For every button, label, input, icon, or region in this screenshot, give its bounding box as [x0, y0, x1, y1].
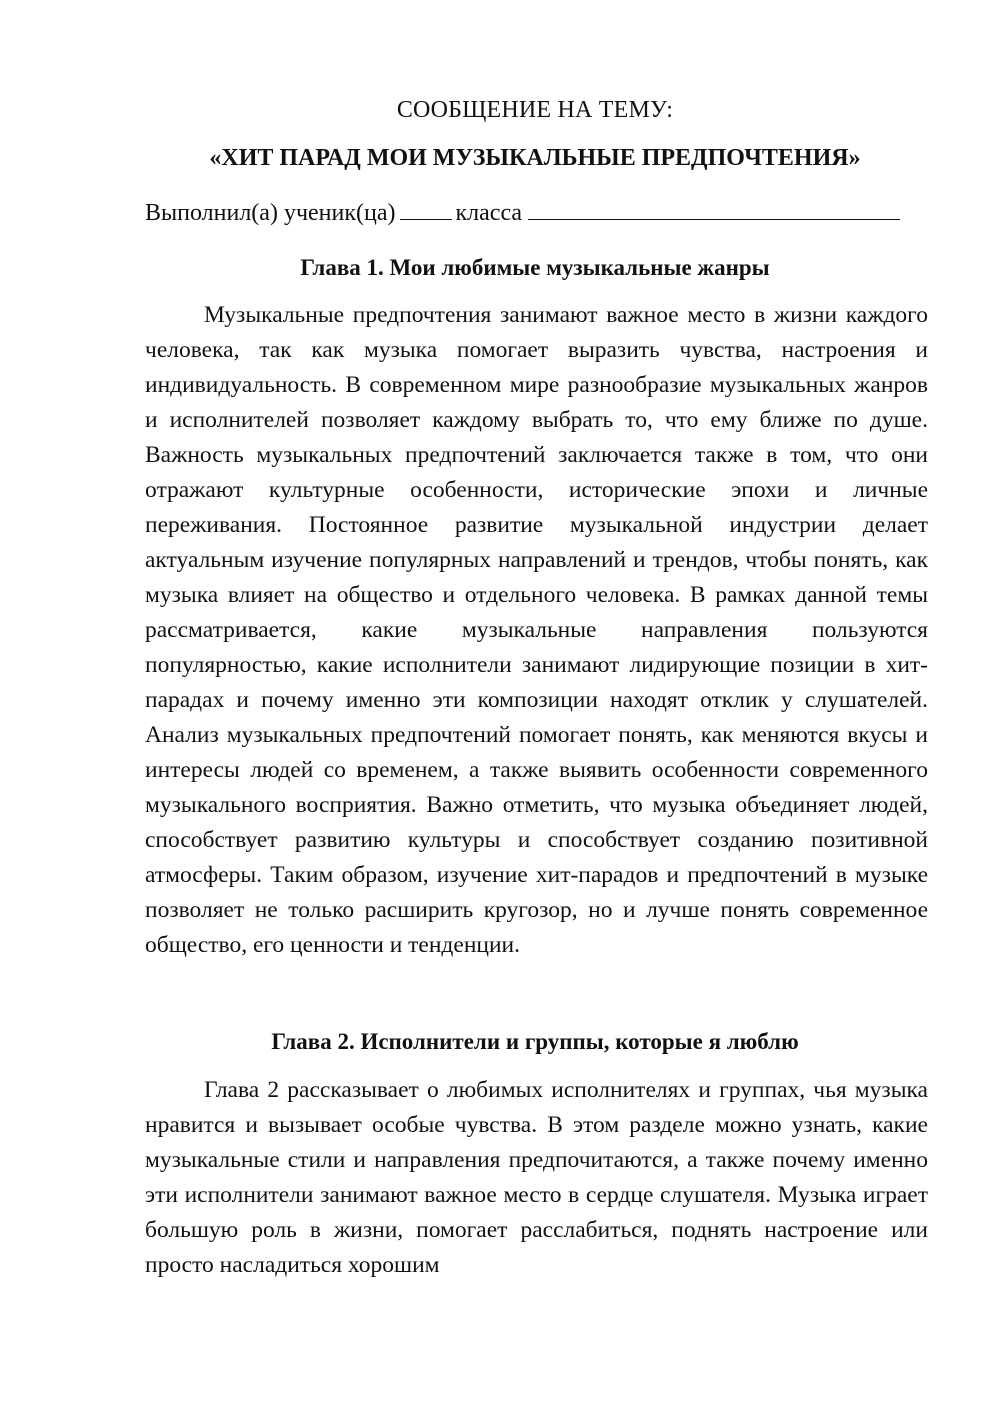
student-name-blank [528, 197, 900, 220]
chapter2-paragraph: Глава 2 рассказывает о любимых исполнителях и группах, чья музыка нравится и вызывает особые чувства. В этом разделе можно узнать, какие музыкальные стили и направления предпочитаются, а также почему именно эти исполнители занимают важное место в сердце слушателя. Музыка играет большую роль в жизни, помогает расслабиться, поднять настроение или просто насладиться хорошим [145, 1077, 928, 1278]
signature-middle: класса [455, 200, 523, 226]
document-title-line2: «ХИТ ПАРАД МОИ МУЗЫКАЛЬНЫЕ ПРЕДПОЧТЕНИЯ» [209, 145, 861, 171]
signature-prefix: Выполнил(а) ученик(ца) [145, 200, 396, 226]
chapter2-heading: Глава 2. Исполнители и группы, которые я люблю [271, 1029, 799, 1054]
chapter1-heading: Глава 1. Мои любимые музыкальные жанры [300, 255, 770, 280]
chapter1-paragraph: Музыкальные предпочтения занимают важное место в жизни каждого человека, так как музыка помогает выразить чувства, настроения и индивидуальность. В современном мире разнообразие музыкальных жанров и исполнителей позволяет каждому выбрать то, что ему ближе по душе. Важность музыкальных предпочтений заключается также в том, что они отражают культурные особенности, исторические эпохи и личные переживания. Постоянное развитие музыкальной индустрии делает актуальным изучение популярных направлений и трендов, чтобы понять, как музыка влияет на общество и отдельного человека. В рамках данной темы рассматривается, какие музыкальные направления пользуются популярностью, какие исполнители занимают лидирующие позиции в хит-парадах и почему именно эти композиции находят отклик у слушателей. Анализ музыкальных предпочтений помогает понять, как меняются вкусы и интересы людей со временем, а также выявить особенности современного музыкального восприятия. Важно отметить, что музыка объединяет людей, способствует развитию культуры и способствует созданию позитивной атмосферы. Таким образом, изучение хит-парадов и предпочтений в музыке позволяет не только расширить кругозор, но и лучше понять современное общество, его ценности и тенденции. [145, 302, 928, 958]
signature-line [145, 197, 935, 228]
document-title-line1: СООБЩЕНИЕ НА ТЕМУ: [396, 97, 674, 123]
class-number-blank [400, 197, 452, 220]
